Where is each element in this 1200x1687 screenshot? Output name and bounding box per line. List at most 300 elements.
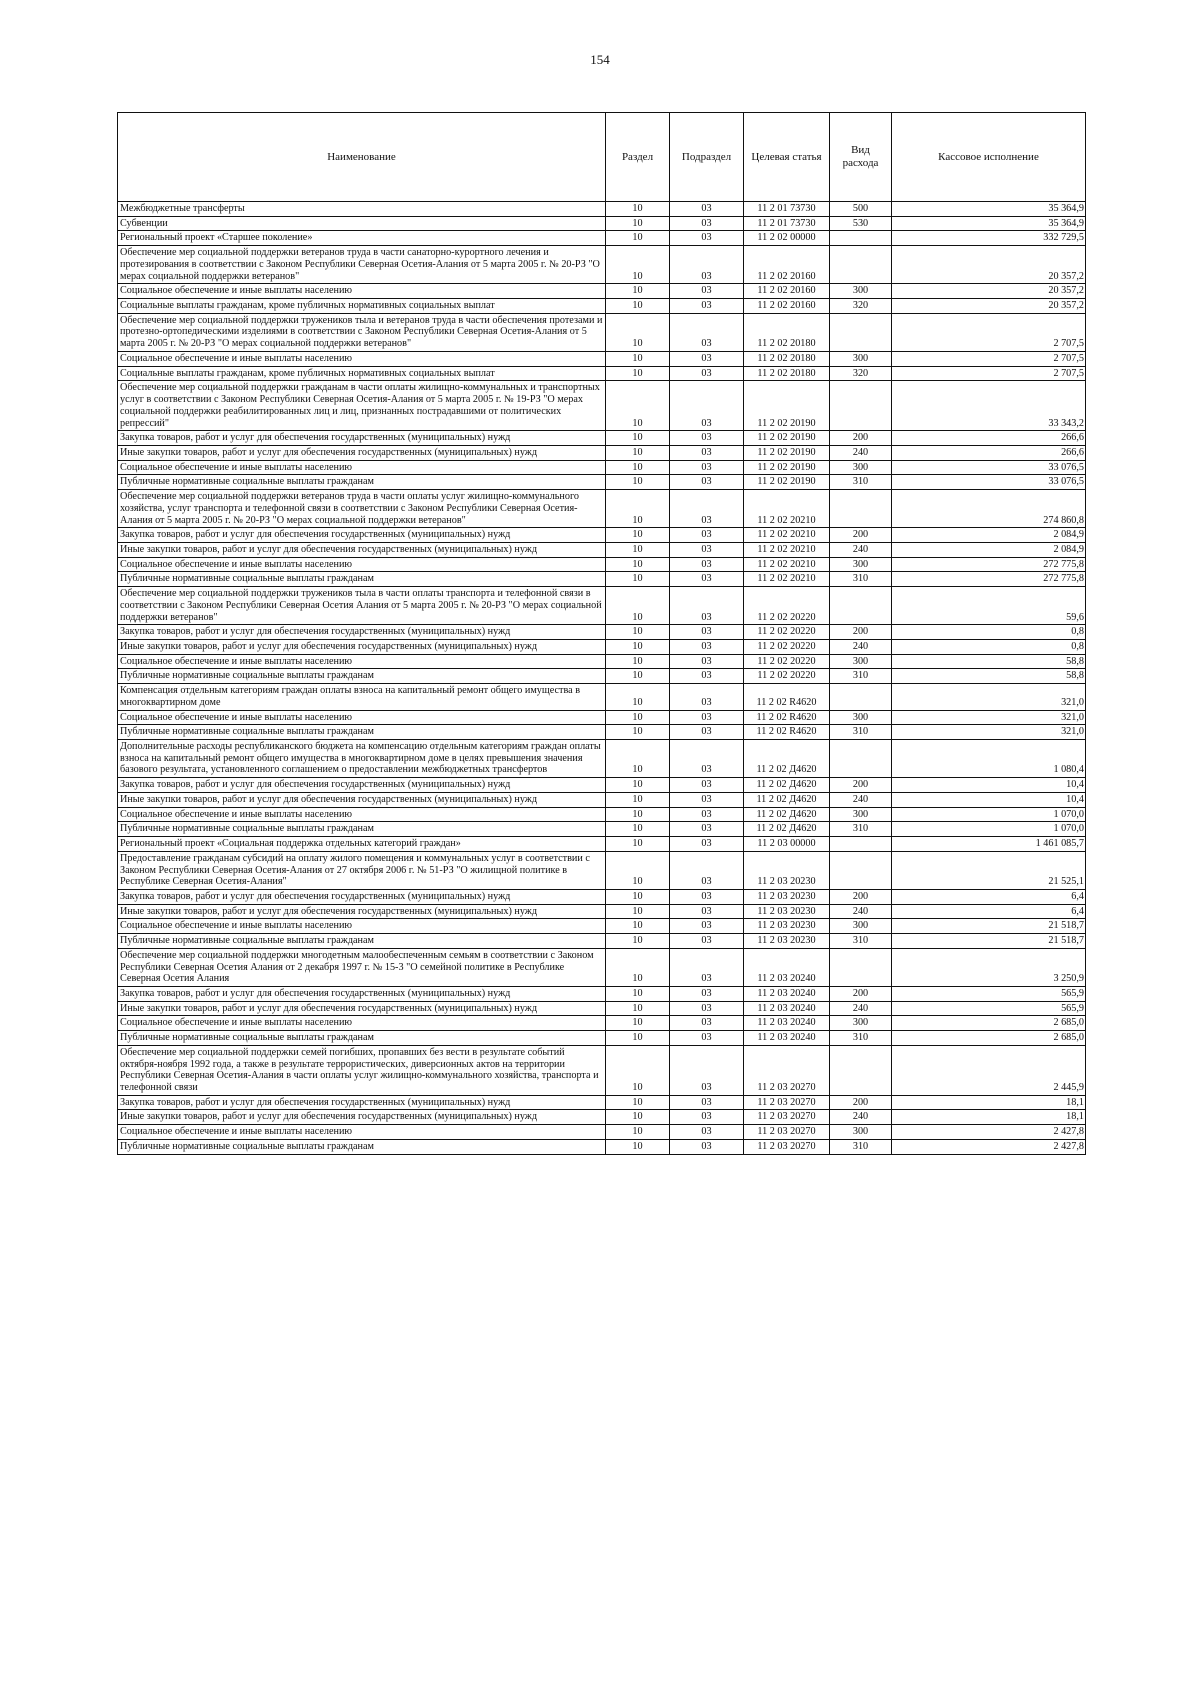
row-amount: 0,8 — [892, 625, 1086, 640]
row-expense: 240 — [830, 1001, 892, 1016]
row-amount: 0,8 — [892, 640, 1086, 655]
row-amount: 1 461 085,7 — [892, 837, 1086, 852]
row-subsection: 03 — [670, 1095, 744, 1110]
row-expense: 300 — [830, 1016, 892, 1031]
row-expense: 300 — [830, 351, 892, 366]
row-expense: 240 — [830, 792, 892, 807]
table-row — [118, 299, 1086, 314]
row-expense — [830, 490, 892, 528]
row-expense: 200 — [830, 431, 892, 446]
row-expense: 320 — [830, 366, 892, 381]
row-expense: 200 — [830, 528, 892, 543]
row-subsection: 03 — [670, 1139, 744, 1154]
row-expense: 310 — [830, 1031, 892, 1046]
row-name: Публичные нормативные социальные выплаты гражданам — [118, 934, 606, 949]
row-name: Закупка товаров, работ и услуг для обеспечения государственных (муниципальных) нужд — [118, 778, 606, 793]
row-expense: 310 — [830, 934, 892, 949]
row-target: 11 2 02 20190 — [744, 381, 830, 431]
table-row — [118, 246, 1086, 284]
row-subsection: 03 — [670, 807, 744, 822]
row-amount: 35 364,9 — [892, 216, 1086, 231]
row-target: 11 2 02 20210 — [744, 542, 830, 557]
row-amount: 33 076,5 — [892, 475, 1086, 490]
row-subsection: 03 — [670, 934, 744, 949]
table-row — [118, 366, 1086, 381]
table-row — [118, 1095, 1086, 1110]
row-expense: 310 — [830, 669, 892, 684]
row-amount: 1 070,0 — [892, 822, 1086, 837]
row-target: 11 2 03 20270 — [744, 1095, 830, 1110]
table-row — [118, 851, 1086, 889]
row-name: Социальное обеспечение и иные выплаты населению — [118, 654, 606, 669]
row-section: 10 — [606, 445, 670, 460]
row-target: 11 2 01 73730 — [744, 216, 830, 231]
row-section: 10 — [606, 919, 670, 934]
row-name: Обеспечение мер социальной поддержки многодетным малообеспеченным семьям в соответствии с Законом Республики Северная Осетия Алания от 2 декабря 1997 г. № 15-3 "О семейной политике в Республике Северная Осетия Алания — [118, 948, 606, 986]
row-expense: 200 — [830, 889, 892, 904]
row-section: 10 — [606, 202, 670, 217]
row-target: 11 2 02 20190 — [744, 475, 830, 490]
row-amount: 1 080,4 — [892, 740, 1086, 778]
row-amount: 266,6 — [892, 445, 1086, 460]
row-expense — [830, 231, 892, 246]
row-section: 10 — [606, 640, 670, 655]
row-name: Закупка товаров, работ и услуг для обеспечения государственных (муниципальных) нужд — [118, 986, 606, 1001]
row-subsection: 03 — [670, 1001, 744, 1016]
row-section: 10 — [606, 246, 670, 284]
row-subsection: 03 — [670, 851, 744, 889]
header-expense: Вид расхода — [830, 113, 892, 202]
row-target: 11 2 03 20230 — [744, 919, 830, 934]
row-subsection: 03 — [670, 542, 744, 557]
row-subsection: 03 — [670, 889, 744, 904]
row-target: 11 2 02 Д4620 — [744, 822, 830, 837]
row-expense — [830, 246, 892, 284]
row-name: Иные закупки товаров, работ и услуг для обеспечения государственных (муниципальных) нужд — [118, 1110, 606, 1125]
row-amount: 21 525,1 — [892, 851, 1086, 889]
row-expense: 240 — [830, 904, 892, 919]
row-expense: 200 — [830, 778, 892, 793]
row-subsection: 03 — [670, 202, 744, 217]
row-target: 11 2 03 20270 — [744, 1139, 830, 1154]
row-expense: 530 — [830, 216, 892, 231]
table-row — [118, 202, 1086, 217]
row-target: 11 2 02 20220 — [744, 625, 830, 640]
row-expense — [830, 381, 892, 431]
row-target: 11 2 02 00000 — [744, 231, 830, 246]
row-amount: 10,4 — [892, 792, 1086, 807]
table-row — [118, 381, 1086, 431]
row-section: 10 — [606, 654, 670, 669]
row-amount: 272 775,8 — [892, 572, 1086, 587]
row-name: Обеспечение мер социальной поддержки гражданам в части оплаты жилищно-коммунальных и транспортных услуг в соответствии с Законом Республики Северная Осетия-Алания от 5 марта 2005 г. № 19-РЗ "О мерах социальной поддержки реабилитированных лиц и лиц, признанных пострадавшими от политических репрессий" — [118, 381, 606, 431]
table-row — [118, 475, 1086, 490]
table-row — [118, 542, 1086, 557]
row-name: Региональный проект «Старшее поколение» — [118, 231, 606, 246]
row-target: 11 2 02 20160 — [744, 299, 830, 314]
row-target: 11 2 02 20180 — [744, 351, 830, 366]
row-section: 10 — [606, 542, 670, 557]
row-target: 11 2 02 Д4620 — [744, 792, 830, 807]
row-name: Обеспечение мер социальной поддержки ветеранов труда в части санаторно-курортного лечения и протезирования в соответствии с Законом Республики Северная Осетия-Алания от 5 марта 2005 г. № 20-РЗ "О мерах социальной поддержки ветеранов" — [118, 246, 606, 284]
row-subsection: 03 — [670, 1031, 744, 1046]
row-subsection: 03 — [670, 246, 744, 284]
row-expense — [830, 1045, 892, 1095]
row-name: Социальное обеспечение и иные выплаты населению — [118, 284, 606, 299]
row-name: Публичные нормативные социальные выплаты гражданам — [118, 669, 606, 684]
row-target: 11 2 02 20190 — [744, 445, 830, 460]
row-section: 10 — [606, 740, 670, 778]
row-target: 11 2 02 20220 — [744, 654, 830, 669]
row-section: 10 — [606, 381, 670, 431]
row-name: Публичные нормативные социальные выплаты гражданам — [118, 725, 606, 740]
row-amount: 6,4 — [892, 904, 1086, 919]
row-target: 11 2 03 20240 — [744, 948, 830, 986]
row-expense: 240 — [830, 445, 892, 460]
row-section: 10 — [606, 792, 670, 807]
row-subsection: 03 — [670, 299, 744, 314]
row-expense — [830, 587, 892, 625]
row-name: Предоставление гражданам субсидий на оплату жилого помещения и коммунальных услуг в соответствии с Законом Республики Северная Осетия-Алания от 27 октября 2006 г. № 51-РЗ "О жилищной политике в Республике Северная Осетия-Алания" — [118, 851, 606, 889]
row-amount: 332 729,5 — [892, 231, 1086, 246]
row-target: 11 2 02 20220 — [744, 669, 830, 684]
row-amount: 2 685,0 — [892, 1016, 1086, 1031]
row-subsection: 03 — [670, 460, 744, 475]
row-name: Публичные нормативные социальные выплаты гражданам — [118, 1139, 606, 1154]
row-name: Обеспечение мер социальной поддержки тружеников тыла и ветеранов труда в части обеспечения протезами и протезно-ортопедическими изделиями в соответствии с Законом Республики Северная Осетия-Алания от 5 марта 2005 г. № 20-РЗ "О мерах социальной поддержки ветеранов" — [118, 313, 606, 351]
row-section: 10 — [606, 460, 670, 475]
row-subsection: 03 — [670, 284, 744, 299]
row-subsection: 03 — [670, 778, 744, 793]
row-target: 11 2 01 73730 — [744, 202, 830, 217]
row-subsection: 03 — [670, 725, 744, 740]
table-row — [118, 231, 1086, 246]
row-target: 11 2 02 20190 — [744, 431, 830, 446]
row-amount: 1 070,0 — [892, 807, 1086, 822]
header-amount: Кассовое исполнение — [892, 113, 1086, 202]
row-section: 10 — [606, 725, 670, 740]
row-target: 11 2 02 Д4620 — [744, 740, 830, 778]
table-row — [118, 587, 1086, 625]
row-amount: 20 357,2 — [892, 246, 1086, 284]
row-name: Субвенции — [118, 216, 606, 231]
row-expense: 300 — [830, 654, 892, 669]
row-name: Социальное обеспечение и иные выплаты населению — [118, 460, 606, 475]
row-subsection: 03 — [670, 557, 744, 572]
row-name: Обеспечение мер социальной поддержки тружеников тыла в части оплаты транспорта и телефонной связи в соответствии с Законом Республики Северная Осетия Алания от 5 марта 2005 г. № 20-РЗ "О мерах социальной поддержки ветеранов" — [118, 587, 606, 625]
row-name: Иные закупки товаров, работ и услуг для обеспечения государственных (муниципальных) нужд — [118, 542, 606, 557]
row-section: 10 — [606, 475, 670, 490]
row-amount: 59,6 — [892, 587, 1086, 625]
row-target: 11 2 02 20210 — [744, 557, 830, 572]
row-amount: 565,9 — [892, 986, 1086, 1001]
row-section: 10 — [606, 299, 670, 314]
row-section: 10 — [606, 669, 670, 684]
budget-table — [117, 112, 1086, 1155]
row-name: Иные закупки товаров, работ и услуг для обеспечения государственных (муниципальных) нужд — [118, 445, 606, 460]
row-amount: 274 860,8 — [892, 490, 1086, 528]
table-row — [118, 1125, 1086, 1140]
table-header-row — [118, 113, 1086, 202]
row-section: 10 — [606, 837, 670, 852]
table-row — [118, 528, 1086, 543]
row-section: 10 — [606, 904, 670, 919]
row-subsection: 03 — [670, 919, 744, 934]
row-name: Публичные нормативные социальные выплаты гражданам — [118, 475, 606, 490]
row-amount: 2 685,0 — [892, 1031, 1086, 1046]
row-name: Компенсация отдельным категориям граждан оплаты взноса на капитальный ремонт общего имущества в многоквартирном доме — [118, 684, 606, 710]
row-subsection: 03 — [670, 740, 744, 778]
row-target: 11 2 02 20210 — [744, 572, 830, 587]
row-expense: 310 — [830, 475, 892, 490]
row-name: Социальное обеспечение и иные выплаты населению — [118, 351, 606, 366]
row-target: 11 2 02 R4620 — [744, 725, 830, 740]
row-expense: 500 — [830, 202, 892, 217]
row-section: 10 — [606, 1045, 670, 1095]
row-target: 11 2 02 Д4620 — [744, 778, 830, 793]
row-section: 10 — [606, 366, 670, 381]
table-row — [118, 807, 1086, 822]
row-name: Дополнительные расходы республиканского бюджета на компенсацию отдельным категориям граждан оплаты взноса на капитальный ремонт общего имущества в многоквартирном доме в целях превышения значения базового результата, установленного соглашением о предоставлении межбюджетных трансфертов — [118, 740, 606, 778]
row-name: Публичные нормативные социальные выплаты гражданам — [118, 822, 606, 837]
row-expense: 300 — [830, 460, 892, 475]
table-row — [118, 640, 1086, 655]
row-expense: 200 — [830, 625, 892, 640]
row-section: 10 — [606, 684, 670, 710]
row-expense: 300 — [830, 710, 892, 725]
row-expense: 240 — [830, 542, 892, 557]
row-amount: 321,0 — [892, 710, 1086, 725]
row-section: 10 — [606, 851, 670, 889]
row-section: 10 — [606, 216, 670, 231]
row-amount: 21 518,7 — [892, 934, 1086, 949]
table-row — [118, 792, 1086, 807]
row-expense: 310 — [830, 572, 892, 587]
row-section: 10 — [606, 1016, 670, 1031]
row-name: Иные закупки товаров, работ и услуг для обеспечения государственных (муниципальных) нужд — [118, 640, 606, 655]
row-subsection: 03 — [670, 1125, 744, 1140]
row-name: Социальное обеспечение и иные выплаты населению — [118, 1125, 606, 1140]
table-row — [118, 284, 1086, 299]
table-row — [118, 684, 1086, 710]
row-name: Социальное обеспечение и иные выплаты населению — [118, 710, 606, 725]
header-name: Наименование — [118, 113, 606, 202]
row-amount: 321,0 — [892, 725, 1086, 740]
row-expense: 300 — [830, 1125, 892, 1140]
row-section: 10 — [606, 313, 670, 351]
row-subsection: 03 — [670, 490, 744, 528]
table-row — [118, 919, 1086, 934]
row-section: 10 — [606, 1001, 670, 1016]
table-row — [118, 934, 1086, 949]
row-amount: 21 518,7 — [892, 919, 1086, 934]
table-row — [118, 669, 1086, 684]
row-target: 11 2 03 00000 — [744, 837, 830, 852]
table-row — [118, 710, 1086, 725]
row-amount: 2 084,9 — [892, 528, 1086, 543]
header-section: Раздел — [606, 113, 670, 202]
row-target: 11 2 03 20240 — [744, 1001, 830, 1016]
row-expense: 300 — [830, 919, 892, 934]
table-row — [118, 1045, 1086, 1095]
row-target: 11 2 02 20180 — [744, 366, 830, 381]
table-row — [118, 572, 1086, 587]
row-target: 11 2 03 20270 — [744, 1045, 830, 1095]
row-target: 11 2 03 20240 — [744, 986, 830, 1001]
row-expense: 240 — [830, 1110, 892, 1125]
row-amount: 35 364,9 — [892, 202, 1086, 217]
row-subsection: 03 — [670, 528, 744, 543]
row-subsection: 03 — [670, 572, 744, 587]
row-expense: 240 — [830, 640, 892, 655]
row-amount: 272 775,8 — [892, 557, 1086, 572]
row-target: 11 2 02 R4620 — [744, 710, 830, 725]
row-amount: 20 357,2 — [892, 284, 1086, 299]
row-expense: 200 — [830, 1095, 892, 1110]
row-section: 10 — [606, 934, 670, 949]
row-section: 10 — [606, 1031, 670, 1046]
row-amount: 33 076,5 — [892, 460, 1086, 475]
row-name: Региональный проект «Социальная поддержка отдельных категорий граждан» — [118, 837, 606, 852]
row-target: 11 2 02 20220 — [744, 587, 830, 625]
table-row — [118, 1139, 1086, 1154]
row-amount: 565,9 — [892, 1001, 1086, 1016]
table-row — [118, 654, 1086, 669]
row-target: 11 2 03 20230 — [744, 851, 830, 889]
row-subsection: 03 — [670, 792, 744, 807]
row-target: 11 2 03 20230 — [744, 904, 830, 919]
row-name: Социальное обеспечение и иные выплаты населению — [118, 557, 606, 572]
row-subsection: 03 — [670, 231, 744, 246]
row-subsection: 03 — [670, 669, 744, 684]
row-name: Межбюджетные трансферты — [118, 202, 606, 217]
table-row — [118, 986, 1086, 1001]
row-amount: 2 707,5 — [892, 366, 1086, 381]
row-section: 10 — [606, 231, 670, 246]
row-name: Социальное обеспечение и иные выплаты населению — [118, 919, 606, 934]
row-expense — [830, 837, 892, 852]
row-name: Закупка товаров, работ и услуг для обеспечения государственных (муниципальных) нужд — [118, 889, 606, 904]
row-expense — [830, 948, 892, 986]
header-subsection: Подраздел — [670, 113, 744, 202]
row-subsection: 03 — [670, 381, 744, 431]
row-section: 10 — [606, 1139, 670, 1154]
row-subsection: 03 — [670, 710, 744, 725]
row-name: Социальные выплаты гражданам, кроме публичных нормативных социальных выплат — [118, 299, 606, 314]
table-row — [118, 1016, 1086, 1031]
table-row — [118, 837, 1086, 852]
row-expense: 200 — [830, 986, 892, 1001]
row-amount: 2 707,5 — [892, 351, 1086, 366]
row-name: Иные закупки товаров, работ и услуг для обеспечения государственных (муниципальных) нужд — [118, 792, 606, 807]
row-subsection: 03 — [670, 684, 744, 710]
row-section: 10 — [606, 625, 670, 640]
row-amount: 2 707,5 — [892, 313, 1086, 351]
table-row — [118, 948, 1086, 986]
table-row — [118, 313, 1086, 351]
row-target: 11 2 02 20220 — [744, 640, 830, 655]
row-name: Иные закупки товаров, работ и услуг для обеспечения государственных (муниципальных) нужд — [118, 1001, 606, 1016]
row-name: Закупка товаров, работ и услуг для обеспечения государственных (муниципальных) нужд — [118, 431, 606, 446]
row-name: Социальное обеспечение и иные выплаты населению — [118, 807, 606, 822]
row-section: 10 — [606, 948, 670, 986]
row-amount: 58,8 — [892, 669, 1086, 684]
row-subsection: 03 — [670, 654, 744, 669]
row-target: 11 2 02 20210 — [744, 490, 830, 528]
row-section: 10 — [606, 1095, 670, 1110]
table-row — [118, 822, 1086, 837]
row-amount: 20 357,2 — [892, 299, 1086, 314]
row-section: 10 — [606, 284, 670, 299]
row-section: 10 — [606, 587, 670, 625]
row-name: Публичные нормативные социальные выплаты гражданам — [118, 1031, 606, 1046]
row-amount: 3 250,9 — [892, 948, 1086, 986]
row-subsection: 03 — [670, 948, 744, 986]
row-expense: 320 — [830, 299, 892, 314]
table-row — [118, 625, 1086, 640]
row-section: 10 — [606, 778, 670, 793]
table-row — [118, 351, 1086, 366]
row-amount: 266,6 — [892, 431, 1086, 446]
row-amount: 2 445,9 — [892, 1045, 1086, 1095]
row-section: 10 — [606, 889, 670, 904]
row-name: Обеспечение мер социальной поддержки семей погибших, пропавших без вести в результате событий октября-ноября 1992 года, а также в результате террористических, диверсионных актов на территории Республики Северная Осетия-Алания в части оплаты услуг жилищно-коммунального хозяйства, транспорта и телефонной связи — [118, 1045, 606, 1095]
row-name: Иные закупки товаров, работ и услуг для обеспечения государственных (муниципальных) нужд — [118, 904, 606, 919]
row-amount: 321,0 — [892, 684, 1086, 710]
row-section: 10 — [606, 1125, 670, 1140]
row-amount: 2 427,8 — [892, 1125, 1086, 1140]
row-section: 10 — [606, 528, 670, 543]
row-subsection: 03 — [670, 640, 744, 655]
header-target: Целевая статья — [744, 113, 830, 202]
row-target: 11 2 02 20180 — [744, 313, 830, 351]
row-section: 10 — [606, 490, 670, 528]
row-name: Закупка товаров, работ и услуг для обеспечения государственных (муниципальных) нужд — [118, 1095, 606, 1110]
row-expense: 300 — [830, 284, 892, 299]
row-name: Закупка товаров, работ и услуг для обеспечения государственных (муниципальных) нужд — [118, 625, 606, 640]
row-subsection: 03 — [670, 1045, 744, 1095]
row-target: 11 2 02 R4620 — [744, 684, 830, 710]
row-target: 11 2 03 20230 — [744, 889, 830, 904]
row-target: 11 2 03 20230 — [744, 934, 830, 949]
row-amount: 58,8 — [892, 654, 1086, 669]
row-target: 11 2 03 20270 — [744, 1125, 830, 1140]
row-name: Обеспечение мер социальной поддержки ветеранов труда в части оплаты услуг жилищно-коммунального хозяйства, услуг транспорта и телефонной связи в соответствии с Законом Республики Северная Осетия-Алания от 5 марта 2005 г. № 20-РЗ "О мерах социальной поддержки ветеранов" — [118, 490, 606, 528]
row-amount: 2 084,9 — [892, 542, 1086, 557]
row-subsection: 03 — [670, 351, 744, 366]
row-subsection: 03 — [670, 475, 744, 490]
table-row — [118, 490, 1086, 528]
table-row — [118, 725, 1086, 740]
row-section: 10 — [606, 710, 670, 725]
row-target: 11 2 03 20240 — [744, 1031, 830, 1046]
row-subsection: 03 — [670, 1016, 744, 1031]
row-section: 10 — [606, 572, 670, 587]
row-section: 10 — [606, 557, 670, 572]
row-section: 10 — [606, 1110, 670, 1125]
row-subsection: 03 — [670, 986, 744, 1001]
table-row — [118, 889, 1086, 904]
row-section: 10 — [606, 822, 670, 837]
row-amount: 6,4 — [892, 889, 1086, 904]
table-row — [118, 778, 1086, 793]
table-row — [118, 1110, 1086, 1125]
table-row — [118, 557, 1086, 572]
row-section: 10 — [606, 986, 670, 1001]
row-name: Публичные нормативные социальные выплаты гражданам — [118, 572, 606, 587]
row-expense — [830, 851, 892, 889]
row-target: 11 2 02 Д4620 — [744, 807, 830, 822]
